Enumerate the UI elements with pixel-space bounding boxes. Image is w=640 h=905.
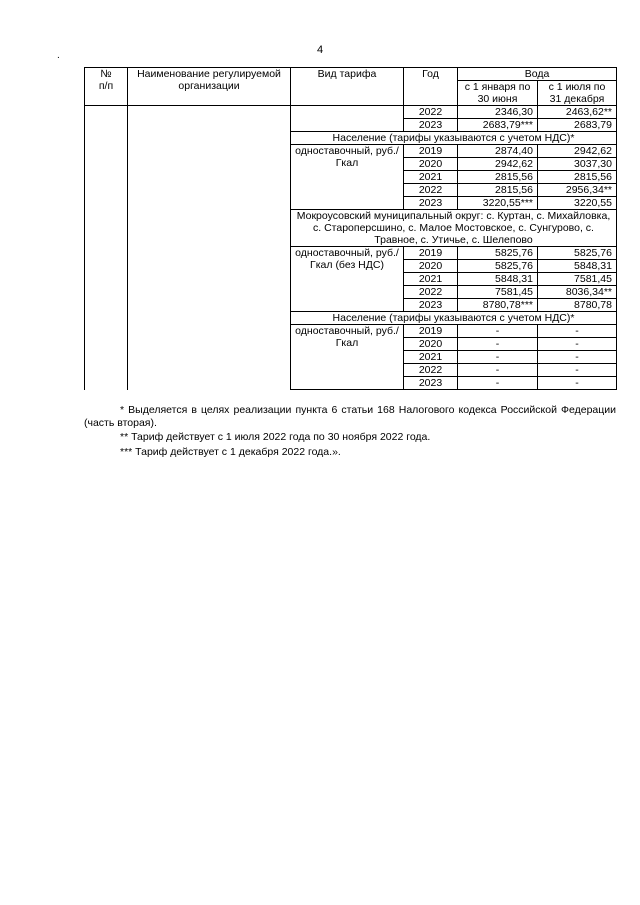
header-row bbox=[85, 68, 617, 81]
empty-cell bbox=[128, 197, 291, 210]
tariff-h2-cell: 8780,78 bbox=[538, 299, 617, 312]
tariff-h1-cell: 2346,30 bbox=[458, 106, 538, 119]
tariff-h1-cell: 2942,62 bbox=[458, 158, 538, 171]
district-heading: Мокроусовский муниципальный округ: с. Куртан, с. Михайловка, с. Староперсшино, с. Малое Мостовское, с. Сунгурово, с. Травное, с. Утичье, с. Шелепово bbox=[291, 210, 617, 247]
tariff-h2-cell: 5848,31 bbox=[538, 260, 617, 273]
table-row bbox=[85, 325, 617, 338]
empty-cell bbox=[85, 132, 128, 145]
table-row bbox=[85, 247, 617, 260]
tariff-h2-cell: - bbox=[538, 325, 617, 338]
empty-cell bbox=[128, 338, 291, 351]
header-year: Год bbox=[404, 68, 458, 106]
empty-cell bbox=[128, 351, 291, 364]
empty-cell bbox=[128, 286, 291, 299]
empty-cell bbox=[128, 106, 291, 119]
year-cell: 2022 bbox=[404, 364, 458, 377]
year-cell: 2023 bbox=[404, 119, 458, 132]
tariff-h1-cell: - bbox=[458, 364, 538, 377]
tariff-h1-cell: 5825,76 bbox=[458, 260, 538, 273]
tariff-h1-cell: 3220,55*** bbox=[458, 197, 538, 210]
empty-cell bbox=[85, 299, 128, 312]
tariff-h1-cell: 5825,76 bbox=[458, 247, 538, 260]
empty-cell bbox=[85, 197, 128, 210]
tariff-h2-cell: 2956,34** bbox=[538, 184, 617, 197]
empty-cell bbox=[128, 158, 291, 171]
tariff-h1-cell: 2815,56 bbox=[458, 184, 538, 197]
tariff-h2-cell: - bbox=[538, 377, 617, 390]
tariff-h1-cell: - bbox=[458, 377, 538, 390]
tariff-h2-cell: 8036,34** bbox=[538, 286, 617, 299]
header-h1: с 1 января по 30 июня bbox=[458, 81, 538, 106]
header-org: Наименование регулируемой организации bbox=[128, 68, 291, 106]
empty-cell bbox=[128, 132, 291, 145]
tariff-type: одноставочный, руб./Гкал bbox=[291, 145, 404, 210]
year-cell: 2022 bbox=[404, 106, 458, 119]
tariff-h2-cell: 2942,62 bbox=[538, 145, 617, 158]
page-number: 4 bbox=[316, 44, 324, 56]
tariff-h1-cell: 2815,56 bbox=[458, 171, 538, 184]
empty-cell bbox=[85, 338, 128, 351]
year-cell: 2020 bbox=[404, 158, 458, 171]
empty-cell bbox=[128, 260, 291, 273]
section-row bbox=[85, 312, 617, 325]
empty-cell bbox=[128, 145, 291, 158]
scan-dot: . bbox=[57, 50, 60, 61]
empty-cell bbox=[128, 364, 291, 377]
empty-cell bbox=[85, 286, 128, 299]
empty-cell bbox=[85, 158, 128, 171]
header-water: Вода bbox=[458, 68, 617, 81]
empty-cell bbox=[128, 119, 291, 132]
year-cell: 2019 bbox=[404, 325, 458, 338]
tariff-h1-cell: 5848,31 bbox=[458, 273, 538, 286]
empty-cell bbox=[128, 210, 291, 247]
tariff-h1-cell: 7581,45 bbox=[458, 286, 538, 299]
year-cell: 2022 bbox=[404, 286, 458, 299]
tariff-h2-cell: 3220,55 bbox=[538, 197, 617, 210]
tariff-h1-cell: 2874,40 bbox=[458, 145, 538, 158]
empty-cell bbox=[85, 325, 128, 338]
tariff-table bbox=[84, 67, 617, 390]
year-cell: 2021 bbox=[404, 273, 458, 286]
empty-cell bbox=[128, 377, 291, 390]
tariff-h2-cell: 2815,56 bbox=[538, 171, 617, 184]
tariff-h1-cell: - bbox=[458, 338, 538, 351]
tariff-h1-cell: 2683,79*** bbox=[458, 119, 538, 132]
empty-cell bbox=[85, 210, 128, 247]
table-row bbox=[85, 106, 617, 119]
footnote-3: *** Тариф действует с 1 декабря 2022 года.». bbox=[120, 446, 341, 458]
empty-cell bbox=[128, 184, 291, 197]
tariff-h2-cell: 5825,76 bbox=[538, 247, 617, 260]
footnote-1: * Выделяется в целях реализации пункта 6 статьи 168 Налогового кодекса Российской Федерации (часть вторая). bbox=[84, 404, 616, 429]
empty-cell bbox=[85, 145, 128, 158]
empty-cell bbox=[85, 106, 128, 119]
empty-cell bbox=[128, 171, 291, 184]
empty-cell bbox=[85, 171, 128, 184]
empty-cell bbox=[85, 377, 128, 390]
tariff-h2-cell: - bbox=[538, 351, 617, 364]
tariff-h1-cell: - bbox=[458, 325, 538, 338]
year-cell: 2021 bbox=[404, 351, 458, 364]
empty-cell bbox=[291, 106, 404, 119]
empty-cell bbox=[128, 299, 291, 312]
empty-cell bbox=[85, 119, 128, 132]
header-type: Вид тарифа bbox=[291, 68, 404, 106]
year-cell: 2023 bbox=[404, 377, 458, 390]
section-population: Население (тарифы указываются с учетом НДС)* bbox=[291, 132, 617, 145]
tariff-h2-cell: 2463,62** bbox=[538, 106, 617, 119]
empty-cell bbox=[85, 247, 128, 260]
year-cell: 2020 bbox=[404, 260, 458, 273]
empty-cell bbox=[85, 273, 128, 286]
empty-cell bbox=[85, 364, 128, 377]
year-cell: 2021 bbox=[404, 171, 458, 184]
year-cell: 2023 bbox=[404, 197, 458, 210]
empty-cell bbox=[85, 260, 128, 273]
empty-cell bbox=[291, 119, 404, 132]
year-cell: 2019 bbox=[404, 145, 458, 158]
year-cell: 2020 bbox=[404, 338, 458, 351]
empty-cell bbox=[85, 351, 128, 364]
table-row bbox=[85, 145, 617, 158]
empty-cell bbox=[128, 325, 291, 338]
empty-cell bbox=[128, 273, 291, 286]
empty-cell bbox=[128, 312, 291, 325]
empty-cell bbox=[128, 247, 291, 260]
tariff-h2-cell: 7581,45 bbox=[538, 273, 617, 286]
section-population: Население (тарифы указываются с учетом НДС)* bbox=[291, 312, 617, 325]
header-no: № п/п bbox=[85, 68, 128, 106]
tariff-type: одноставочный, руб./Гкал (без НДС) bbox=[291, 247, 404, 312]
tariff-h2-cell: 3037,30 bbox=[538, 158, 617, 171]
year-cell: 2022 bbox=[404, 184, 458, 197]
header-h2: с 1 июля по 31 декабря bbox=[538, 81, 617, 106]
table-row bbox=[85, 119, 617, 132]
empty-cell bbox=[85, 312, 128, 325]
tariff-h1-cell: 8780,78*** bbox=[458, 299, 538, 312]
section-row bbox=[85, 132, 617, 145]
footnote-2: ** Тариф действует с 1 июля 2022 года по 30 ноября 2022 года. bbox=[120, 431, 431, 443]
section-row bbox=[85, 210, 617, 247]
year-cell: 2023 bbox=[404, 299, 458, 312]
tariff-h2-cell: - bbox=[538, 338, 617, 351]
tariff-h2-cell: - bbox=[538, 364, 617, 377]
empty-cell bbox=[85, 184, 128, 197]
tariff-h1-cell: - bbox=[458, 351, 538, 364]
year-cell: 2019 bbox=[404, 247, 458, 260]
tariff-h2-cell: 2683,79 bbox=[538, 119, 617, 132]
tariff-type: одноставочный, руб./Гкал bbox=[291, 325, 404, 390]
